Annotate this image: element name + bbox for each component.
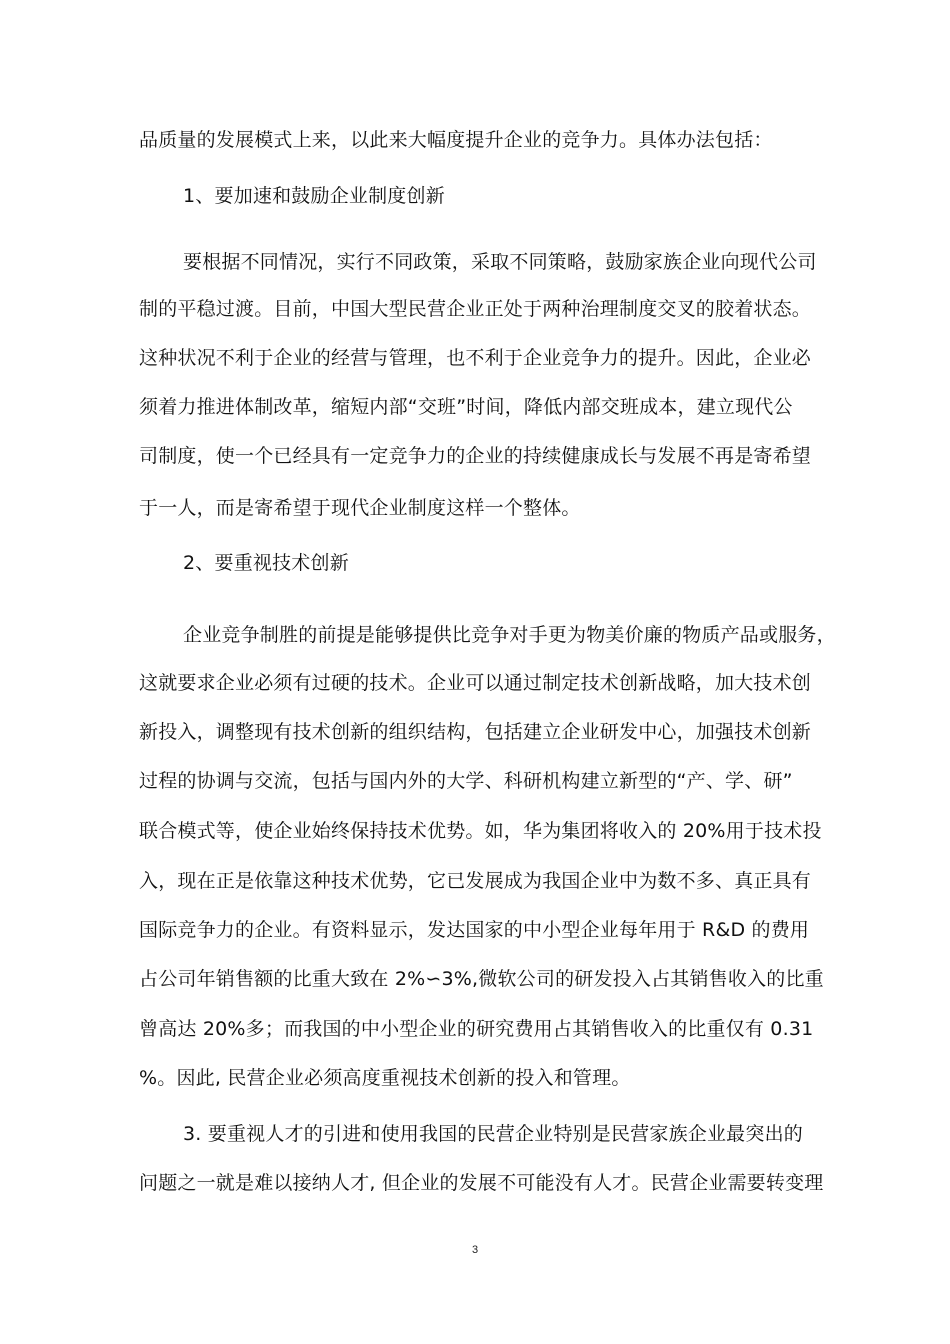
paragraph-line: 国际竞争力的企业。有资料显示，发达国家的中小型企业每年用于 R&D 的费用 (139, 919, 810, 941)
paragraph-line: 新投入，调整现有技术创新的组织结构，包括建立企业研发中心，加强技术创新 (139, 721, 812, 743)
section-heading: 2、要重视技术创新 (183, 552, 349, 574)
paragraph-line: 曾高达 20%多；而我国的中小型企业的研究费用占其销售收入的比重仅有 0.31 (139, 1018, 814, 1040)
paragraph-line: 企业竞争制胜的前提是能够提供比竞争对手更为物美价廉的物质产品或服务， (183, 624, 836, 646)
paragraph-line: 入，现在正是依靠这种技术优势，它已发展成为我国企业中为数不多、真正具有 (139, 870, 812, 892)
paragraph-line: 须着力推进体制改革，缩短内部“交班”时间，降低内部交班成本，建立现代公 (139, 396, 793, 418)
paragraph-line: 司制度，使一个已经具有一定竞争力的企业的持续健康成长与发展不再是寄希望 (139, 445, 812, 467)
paragraph-line: 这种状况不利于企业的经营与管理，也不利于企业竞争力的提升。因此，企业必 (139, 347, 812, 369)
paragraph-line: 要根据不同情况，实行不同政策，采取不同策略，鼓励家族企业向现代公司 (183, 251, 817, 273)
paragraph-line: 问题之一就是难以接纳人才, 但企业的发展不可能没有人才。民营企业需要转变理 (139, 1172, 824, 1194)
page-number: 3 (471, 1244, 479, 1256)
paragraph-line: 过程的协调与交流，包括与国内外的大学、科研机构建立新型的“产、学、研” (139, 770, 793, 792)
section-heading: 1、要加速和鼓励企业制度创新 (183, 185, 445, 207)
section-heading: 3. 要重视人才的引进和使用我国的民营企业特别是民营家族企业最突出的 (183, 1123, 803, 1145)
paragraph-line: 占公司年销售额的比重大致在 2%∽3%,微软公司的研发投入占其销售收入的比重 (139, 968, 824, 990)
paragraph-line: 制的平稳过渡。目前，中国大型民营企业正处于两种治理制度交叉的胶着状态。 (139, 298, 812, 320)
paragraph-line: %。因此, 民营企业必须高度重视技术创新的投入和管理。 (139, 1067, 631, 1089)
paragraph-line: 联合模式等，使企业始终保持技术优势。如，华为集团将收入的 20%用于技术投 (139, 820, 822, 842)
paragraph-line: 品质量的发展模式上来，以此来大幅度提升企业的竞争力。具体办法包括： (139, 129, 773, 151)
paragraph-line: 于一人，而是寄希望于现代企业制度这样一个整体。 (139, 497, 581, 519)
paragraph-line: 这就要求企业必须有过硬的技术。企业可以通过制定技术创新战略，加大技术创 (139, 672, 812, 694)
